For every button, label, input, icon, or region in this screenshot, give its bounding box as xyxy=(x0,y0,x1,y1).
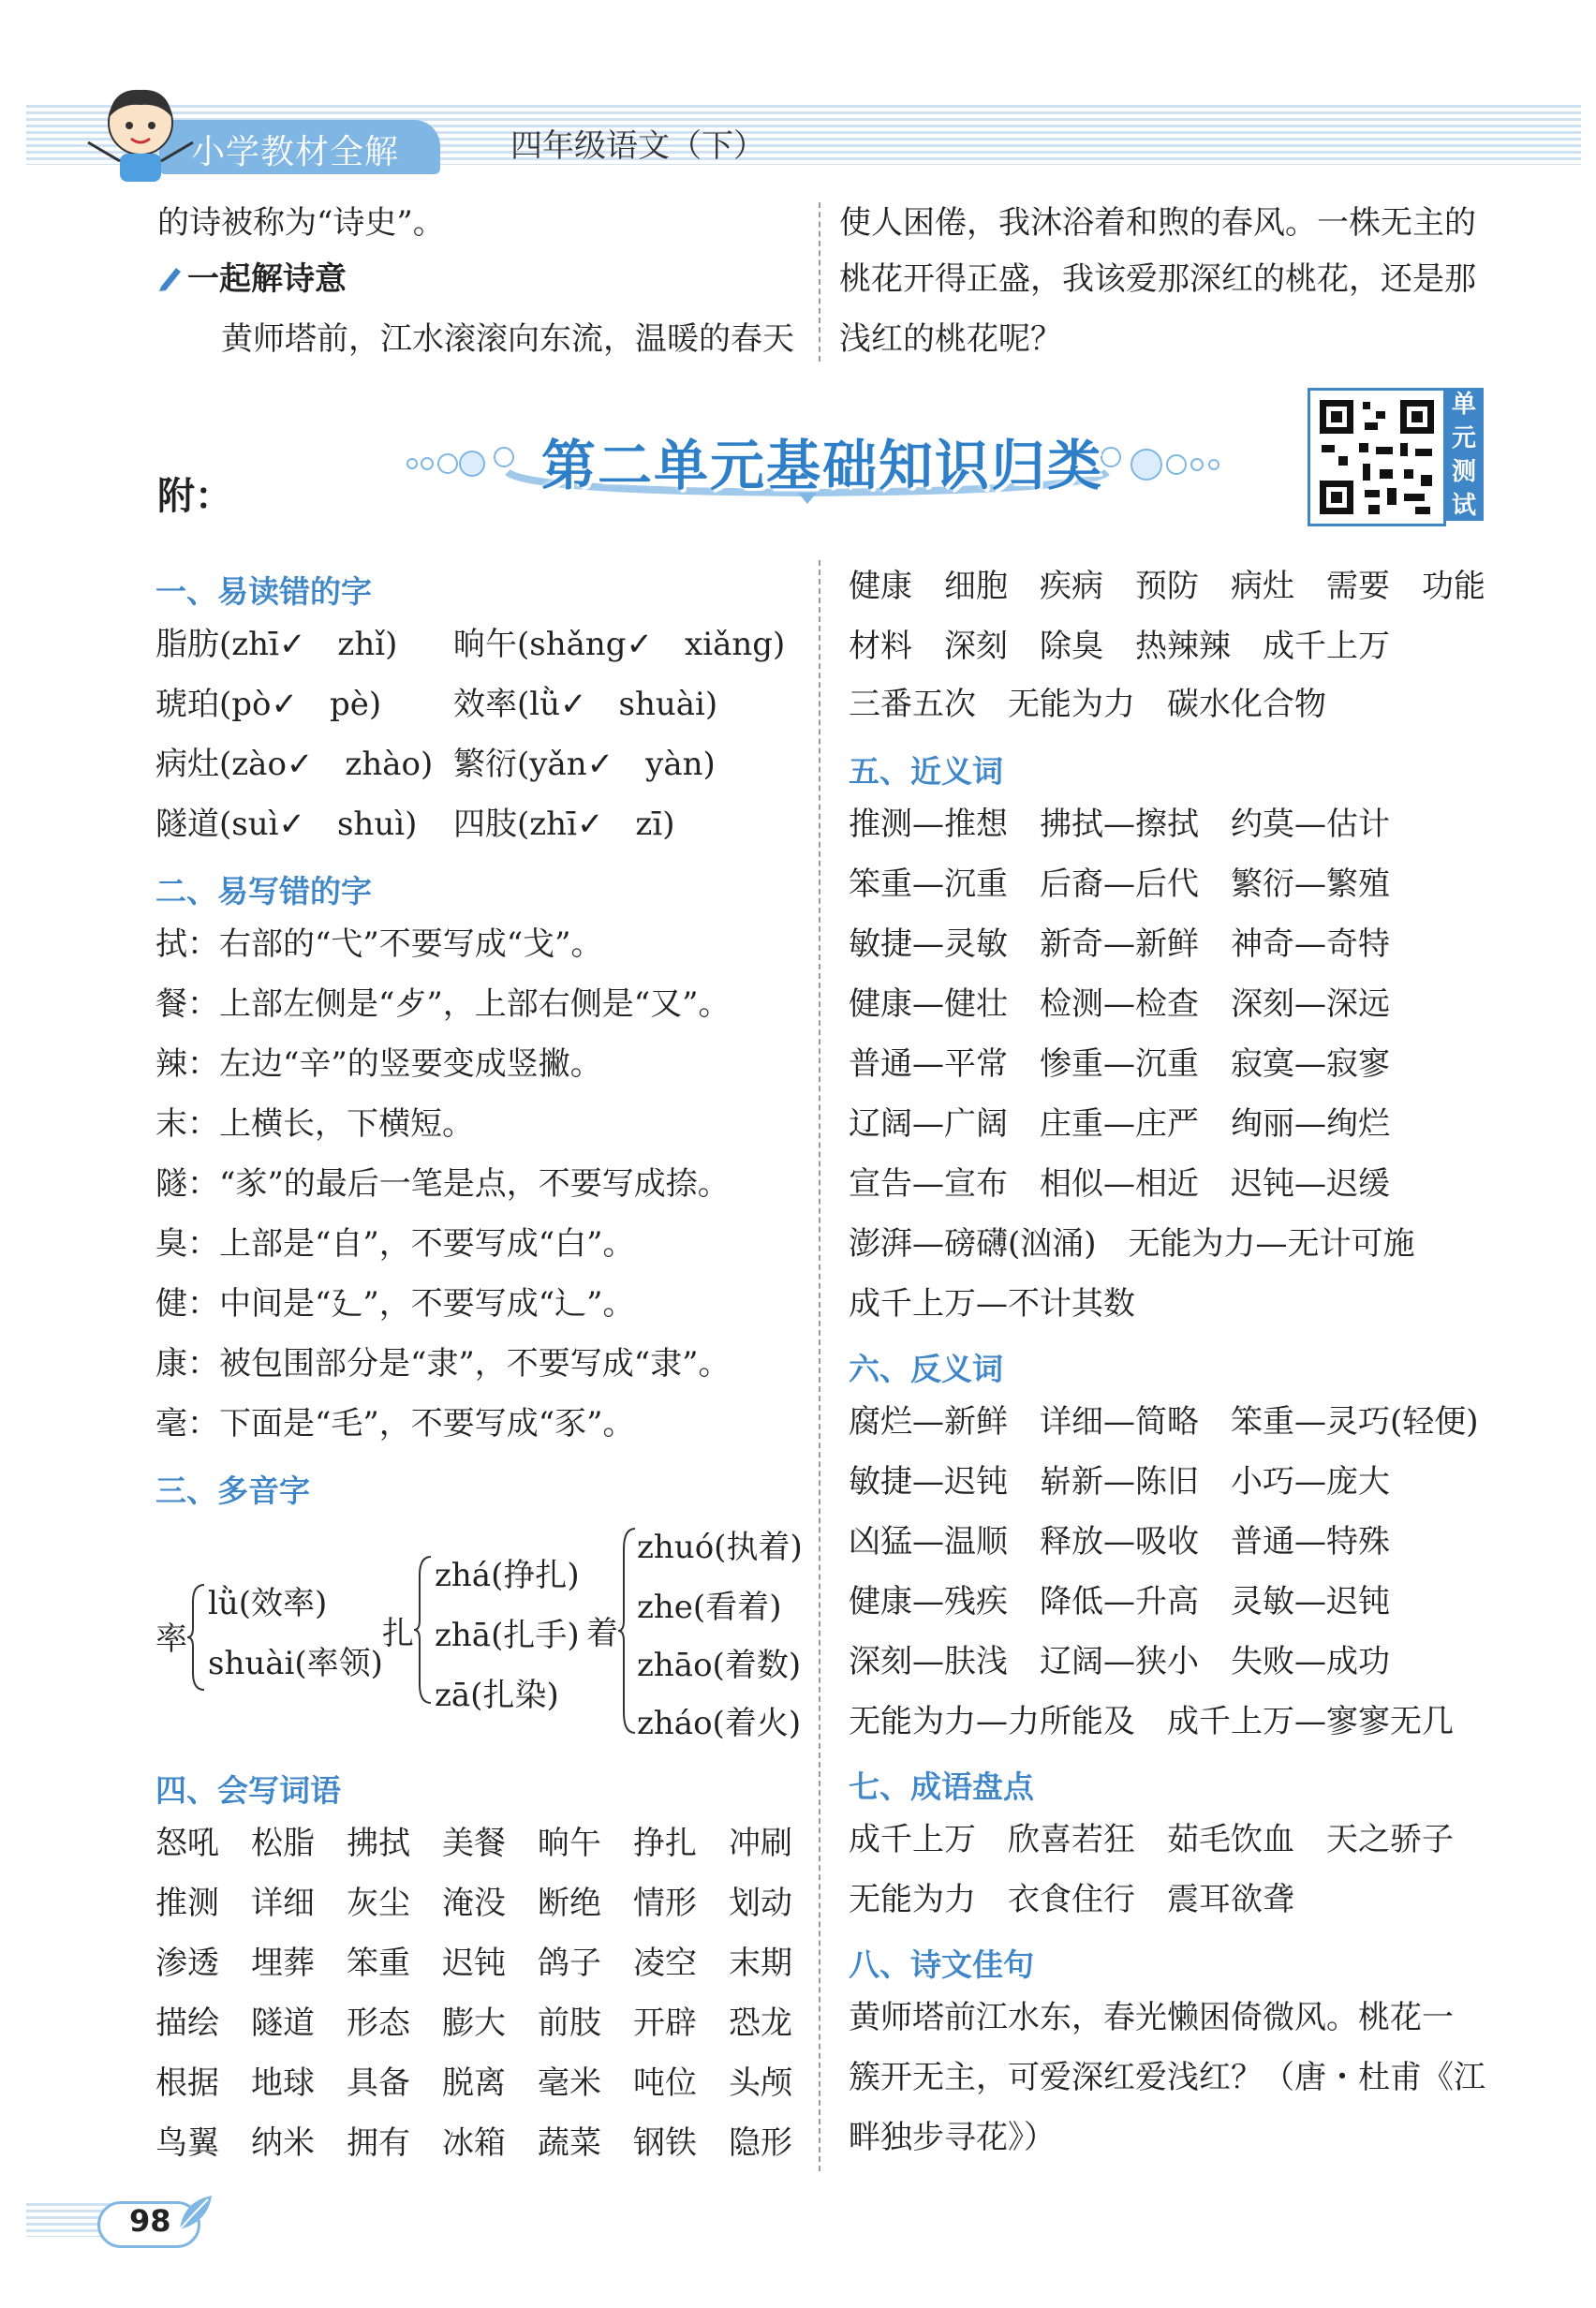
word: 晌午 xyxy=(538,1825,601,1862)
word-line: 材料 深刻 除臭 热辣辣 成千上万 xyxy=(849,628,1390,665)
word: 前肢 xyxy=(538,2005,601,2042)
word: 挣扎 xyxy=(633,1825,697,1862)
top-right-line2: 桃花开得正盛，我该爱那深红的桃花，还是那 xyxy=(839,260,1476,298)
section-title-4: 四、会写词语 xyxy=(155,1772,341,1809)
top-right-line3: 浅红的桃花呢？ xyxy=(839,320,1062,358)
brace-icon xyxy=(187,1583,206,1692)
word: 根据 xyxy=(155,2064,219,2102)
writing-note: 臭：上部是“自”，不要写成“白”。 xyxy=(155,1225,635,1263)
word: 拥有 xyxy=(347,2124,410,2162)
antonym-line: 深刻—肤浅 辽阔—狭小 失败—成功 xyxy=(849,1643,1390,1680)
word: 蔬菜 xyxy=(538,2124,601,2162)
writing-note: 拭：右部的“弋”不要写成“戈”。 xyxy=(155,925,603,963)
header-subtitle: 四年级语文（下） xyxy=(510,127,765,165)
writing-note: 餐：上部左侧是“歺”，上部右侧是“又”。 xyxy=(155,985,731,1023)
polyphone-reading: zhāo(着数) xyxy=(637,1647,802,1684)
word-row xyxy=(155,2053,824,2113)
leaf-icon xyxy=(174,2192,215,2233)
section-title-2: 二、易写错的字 xyxy=(155,873,372,910)
polyphone-reading: zhe(看着) xyxy=(637,1589,782,1626)
pinyin-item: 晌午(shǎng✓ xiǎng) xyxy=(453,626,786,663)
qr-label-char: 元 xyxy=(1451,424,1476,452)
section-title-7: 七、成语盘点 xyxy=(849,1768,1034,1805)
pencil-icon xyxy=(155,262,184,292)
word: 松脂 xyxy=(251,1825,315,1862)
pinyin-item: 繁衍(yǎn✓ yàn) xyxy=(453,746,716,783)
word: 详细 xyxy=(251,1885,315,1922)
qr-code-icon[interactable] xyxy=(1308,388,1446,526)
synonym-line: 宣告—宣布 相似—相近 迟钝—迟缓 xyxy=(849,1165,1390,1203)
section-title-3: 三、多音字 xyxy=(155,1472,310,1509)
decor-circles-right xyxy=(1128,446,1231,483)
writing-note: 毫：下面是“毛”，不要写成“豕”。 xyxy=(155,1405,635,1442)
poem-line: 簇开无主，可爱深红爱浅红？（唐・杜甫《江 xyxy=(849,2059,1485,2096)
mascot-icon xyxy=(75,81,206,184)
word: 鸽子 xyxy=(538,1945,601,1982)
synonym-line: 健康—健壮 检测—检查 深刻—深远 xyxy=(849,985,1390,1023)
word: 迟钝 xyxy=(442,1945,506,1982)
word: 淹没 xyxy=(442,1885,506,1922)
section-title-5: 五、近义词 xyxy=(849,753,1003,790)
word: 形态 xyxy=(347,2005,410,2042)
qr-label xyxy=(1444,388,1484,521)
word-row xyxy=(155,2113,824,2173)
word-line: 健康 细胞 疾病 预防 病灶 需要 功能 xyxy=(849,568,1485,605)
synonym-line: 普通—平常 惨重—沉重 寂寞—寂寥 xyxy=(849,1045,1390,1083)
writing-note: 辣：左边“辛”的竖要变成竖撇。 xyxy=(155,1045,602,1083)
section-title-6: 六、反义词 xyxy=(849,1351,1003,1387)
pinyin-item: 脂肪(zhī✓ zhǐ) xyxy=(155,626,398,663)
word-row xyxy=(155,1993,824,2053)
word: 地球 xyxy=(251,2064,315,2102)
word: 灰尘 xyxy=(347,1885,410,1922)
writing-note: 末：上横长，下横短。 xyxy=(155,1105,474,1143)
antonym-line: 敏捷—迟钝 崭新—陈旧 小巧—庞大 xyxy=(849,1463,1390,1501)
qr-label-char: 测 xyxy=(1451,458,1476,486)
synonym-line: 笨重—沉重 后裔—后代 繁衍—繁殖 xyxy=(849,866,1390,903)
pinyin-item: 病灶(zào✓ zhào) xyxy=(155,746,434,783)
word: 笨重 xyxy=(347,1945,410,1982)
synonym-line: 澎湃—磅礴(汹涌) 无能为力—无计可施 xyxy=(849,1225,1415,1263)
polyphone-head: 扎 xyxy=(382,1615,414,1652)
pinyin-item: 效率(lǜ✓ shuài) xyxy=(453,686,718,723)
antonym-line: 腐烂—新鲜 详细—简略 笨重—灵巧(轻便) xyxy=(849,1403,1479,1441)
top-right-line1: 使人困倦，我沐浴着和煦的春风。一株无主的 xyxy=(839,204,1476,242)
polyphone-reading: zhuó(执着) xyxy=(637,1529,803,1566)
word: 头颅 xyxy=(729,2064,792,2102)
polyphone-reading: lǜ(效率) xyxy=(208,1585,328,1622)
page-number: 98 xyxy=(129,2203,171,2239)
brace-icon xyxy=(414,1555,433,1705)
writing-note: 隧：“㒸”的最后一笔是点，不要写成捺。 xyxy=(155,1165,730,1203)
decor-circles-left xyxy=(403,450,487,478)
qr-label-char: 单 xyxy=(1451,391,1476,419)
synonym-line: 成千上万—不计其数 xyxy=(849,1285,1135,1323)
polyphone-reading: zhá(挣扎) xyxy=(435,1557,580,1594)
word: 描绘 xyxy=(155,2005,219,2042)
word: 冲刷 xyxy=(729,1825,792,1862)
synonym-line: 推测—推想 拂拭—擦拭 约莫—估计 xyxy=(849,806,1390,843)
word: 埋葬 xyxy=(251,1945,315,1982)
word: 划动 xyxy=(729,1885,792,1922)
antonym-line: 无能为力—力所能及 成千上万—寥寥无几 xyxy=(849,1703,1454,1740)
polyphone-reading: shuài(率领) xyxy=(208,1645,383,1682)
word: 纳米 xyxy=(251,2124,315,2162)
word: 断绝 xyxy=(538,1885,601,1922)
word: 膨大 xyxy=(442,2005,506,2042)
word-row xyxy=(155,1813,824,1873)
word: 钢铁 xyxy=(633,2124,697,2162)
word: 怒吼 xyxy=(155,1825,219,1862)
top-left-line1: 的诗被称为“诗史”。 xyxy=(157,204,445,242)
polyphone-reading: zháo(着火) xyxy=(637,1705,802,1742)
word: 脱离 xyxy=(442,2064,506,2102)
column-divider-top xyxy=(819,202,820,362)
idiom-line: 成千上万 欣喜若狂 茹毛饮血 天之骄子 xyxy=(849,1821,1454,1858)
synonym-line: 辽阔—广阔 庄重—庄严 绚丽—绚烂 xyxy=(849,1105,1390,1143)
word-line: 三番五次 无能为力 碳水化合物 xyxy=(849,686,1326,723)
pinyin-item: 隧道(suì✓ shuì) xyxy=(155,806,418,843)
word: 美餐 xyxy=(442,1825,506,1862)
polyphone-head: 着 xyxy=(586,1615,618,1652)
word: 渗透 xyxy=(155,1945,219,1982)
header-tab-label: 小学教材全解 xyxy=(191,133,400,171)
writing-note: 健：中间是“廴”，不要写成“辶”。 xyxy=(155,1285,635,1323)
qr-label-char: 试 xyxy=(1451,492,1476,520)
section-title-8: 八、诗文佳句 xyxy=(849,1946,1034,1983)
pinyin-item: 琥珀(pò✓ pè) xyxy=(155,686,382,723)
word: 具备 xyxy=(347,2064,410,2102)
word-row xyxy=(155,1873,824,1933)
idiom-line: 无能为力 衣食住行 震耳欲聋 xyxy=(849,1881,1294,1918)
polyphone-reading: zhā(扎手) xyxy=(435,1617,580,1654)
poem-line: 畔独步寻花》） xyxy=(849,2119,1056,2156)
word: 拂拭 xyxy=(347,1825,410,1862)
polyphone-reading: zā(扎染) xyxy=(435,1677,559,1714)
antonym-line: 凶猛—温顺 释放—吸收 普通—特殊 xyxy=(849,1523,1390,1561)
appendix-label: 附： xyxy=(157,475,232,518)
word: 鸟翼 xyxy=(155,2124,219,2162)
brace-icon xyxy=(618,1527,637,1735)
word: 隧道 xyxy=(251,2005,315,2042)
word: 隐形 xyxy=(729,2124,792,2162)
word: 推测 xyxy=(155,1885,219,1922)
top-left-heading: 一起解诗意 xyxy=(187,260,347,298)
word: 情形 xyxy=(633,1885,697,1922)
word: 恐龙 xyxy=(729,2005,792,2042)
banner-title: 第二单元基础知识归类 xyxy=(541,434,1104,497)
writing-note: 康：被包围部分是“隶”，不要写成“隶”。 xyxy=(155,1345,731,1383)
pinyin-item: 四肢(zhī✓ zī) xyxy=(453,806,675,843)
top-left-line2: 黄师塔前，江水滚滚向东流，温暖的春天 xyxy=(221,320,794,358)
antonym-line: 健康—残疾 降低—升高 灵敏—迟钝 xyxy=(849,1583,1390,1620)
word: 吨位 xyxy=(633,2064,697,2102)
polyphone-head: 率 xyxy=(155,1620,187,1658)
word: 毫米 xyxy=(538,2064,601,2102)
word: 开辟 xyxy=(633,2005,697,2042)
synonym-line: 敏捷—灵敏 新奇—新鲜 神奇—奇特 xyxy=(849,925,1390,963)
poem-line: 黄师塔前江水东，春光懒困倚微风。桃花一 xyxy=(849,1999,1454,2036)
word-row xyxy=(155,1933,824,1993)
word: 末期 xyxy=(729,1945,792,1982)
word: 冰箱 xyxy=(442,2124,506,2162)
word: 凌空 xyxy=(633,1945,697,1982)
section-title-1: 一、易读错的字 xyxy=(155,573,372,610)
